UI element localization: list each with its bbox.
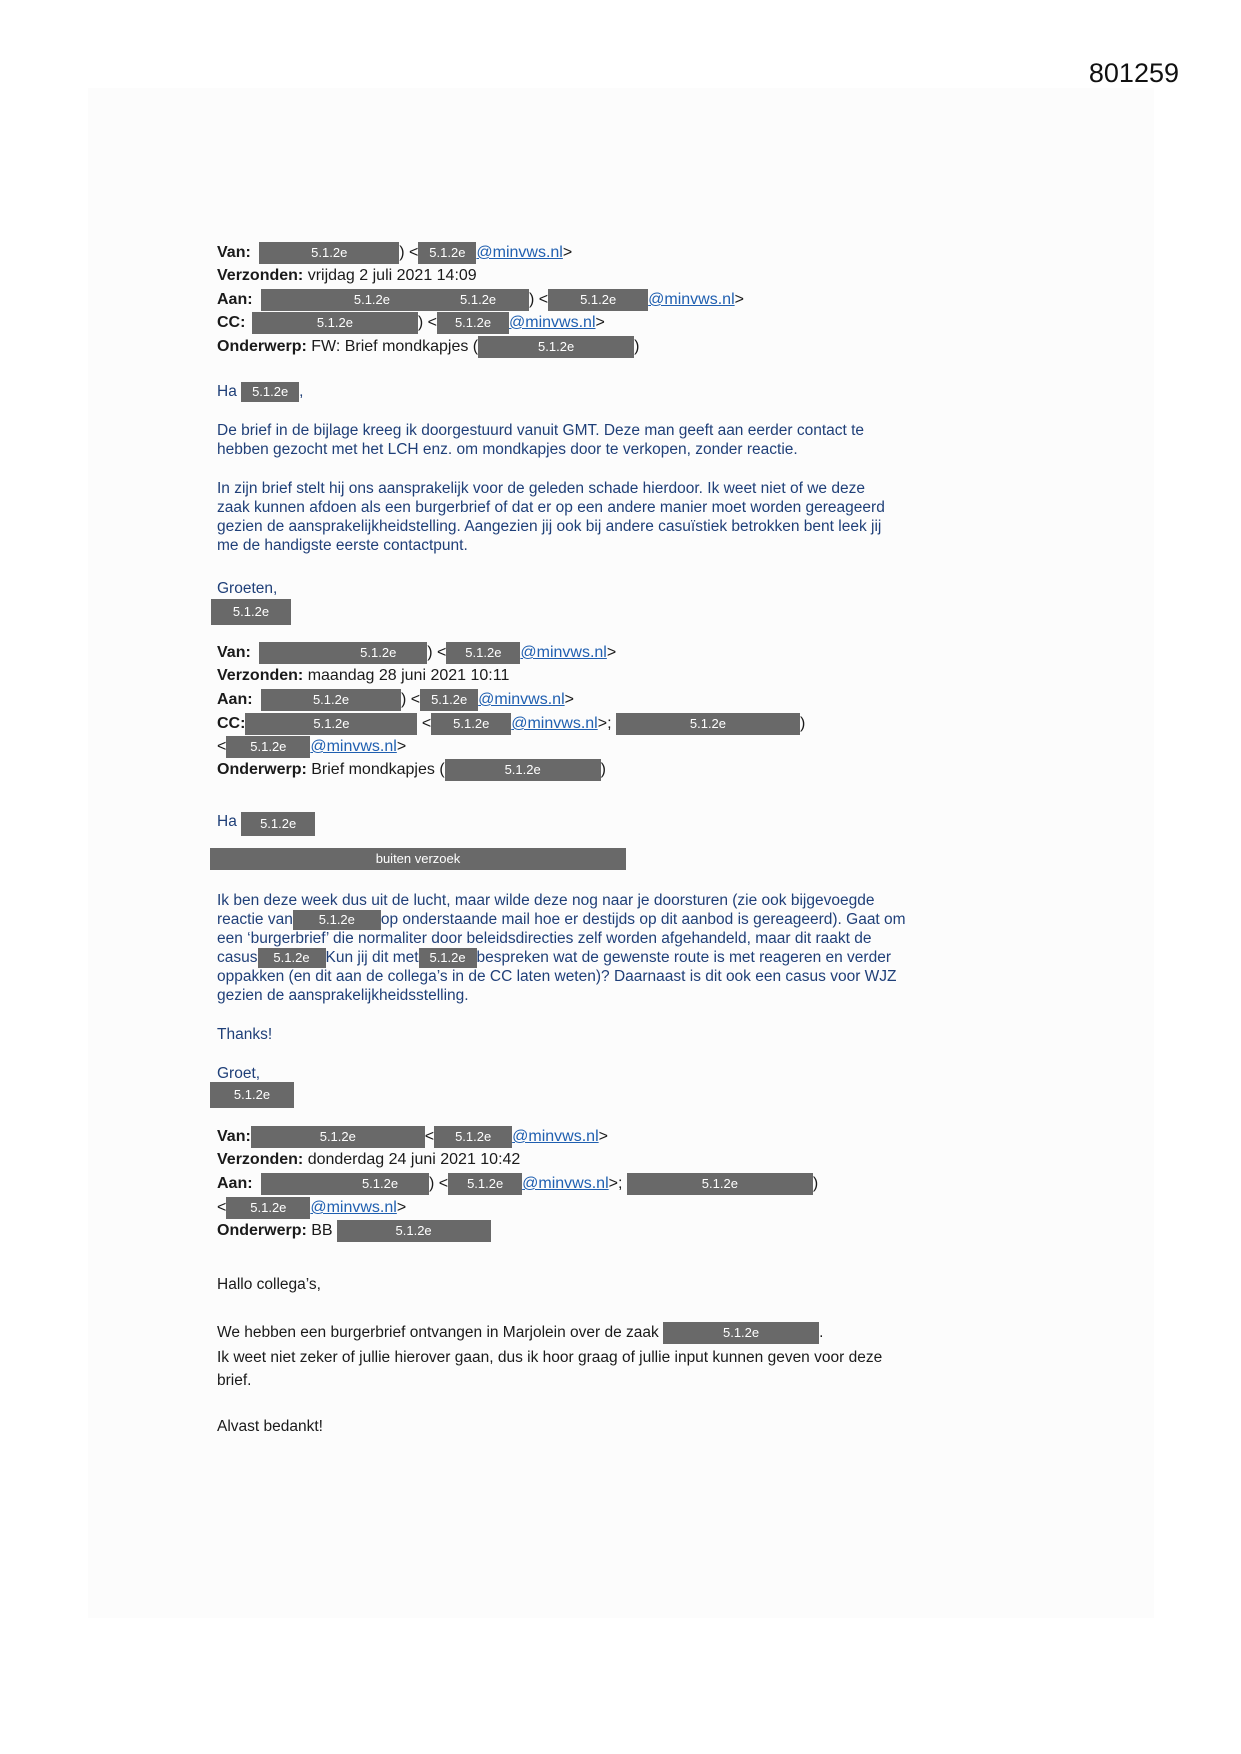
- redaction-box: 5.1.2e: [241, 812, 315, 836]
- email2-body-line: gezien de aansprakelijkheidsstelling.: [217, 987, 469, 1004]
- email2-to-line: Aan: 5.1.2e ) < 5.1.2e @minvws.nl>: [217, 689, 574, 711]
- redaction-box: 5.1.2e: [548, 289, 648, 311]
- redaction-box: 5.1.2e: [448, 1173, 522, 1195]
- email1-body-line: In zijn brief stelt hij ons aansprakelijk voor de geleden schade hierdoor. Ik weet niet of we deze: [217, 480, 865, 497]
- redaction-box: 5.1.2e: [434, 1126, 512, 1148]
- redaction-box: 5.1.2e: [418, 242, 476, 264]
- email2-closing: Groet,: [217, 1065, 261, 1082]
- email-link[interactable]: @minvws.nl: [476, 244, 563, 261]
- email1-closing: Groeten,: [217, 580, 278, 597]
- redaction-box: 5.1.2e: [420, 689, 478, 711]
- email-link[interactable]: @minvws.nl: [522, 1175, 609, 1192]
- to-label: Aan:: [217, 691, 253, 708]
- redaction-box: 5.1.2e: [446, 642, 520, 664]
- subject-text: BB: [311, 1222, 333, 1239]
- redaction-box: 5.1.2e: [251, 1126, 425, 1148]
- redaction-box: 5.1.2e: [616, 713, 800, 735]
- email1-greeting: Ha 5.1.2e ,: [217, 383, 304, 400]
- cc-label: CC:: [217, 314, 246, 331]
- redaction-box: 5.1.2e: [261, 689, 401, 711]
- sent-date: vrijdag 2 juli 2021 14:09: [307, 267, 477, 284]
- to-label: Aan:: [217, 291, 253, 308]
- email1-from-line: Van: 5.1.2e ) < 5.1.2e @minvws.nl>: [217, 242, 572, 264]
- email2-body-line: casus 5.1.2e Kun jij dit met 5.1.2e bespreken wat de gewenste route is met reageren en verder: [217, 949, 891, 966]
- email2-body-line: reactie van 5.1.2e op onderstaande mail hoe er destijds op dit aanbod is gereageerd). Gaat om: [217, 911, 906, 928]
- email-link[interactable]: @minvws.nl: [511, 715, 598, 732]
- redaction-box: 5.1.2e: [258, 948, 326, 968]
- document-number: 801259: [1088, 58, 1179, 88]
- email3-to-line: Aan: 5.1.2e ) < 5.1.2e @minvws.nl>; 5.1.2e ): [217, 1173, 818, 1195]
- email2-body-line: een ‘burgerbrief’ die normaliter door beleidsdirecties zelf worden afgehandeld, maar dit raakt de: [217, 930, 872, 947]
- email2-body-line: Ik ben deze week dus uit de lucht, maar wilde deze nog naar je doorsturen (zie ook bijgevoegde: [217, 892, 875, 909]
- cc-label: CC:: [217, 715, 246, 732]
- redaction-box: 5.1.2e: [293, 910, 381, 930]
- sent-date: maandag 28 juni 2021 10:11: [307, 667, 510, 684]
- to-label: Aan:: [217, 1175, 253, 1192]
- email-link[interactable]: @minvws.nl: [648, 291, 735, 308]
- redaction-box: 5.1.2e: [437, 312, 509, 334]
- redaction-box: 5.1.2e: [431, 713, 511, 735]
- signature-redaction: 5.1.2e: [211, 599, 291, 625]
- email-link[interactable]: @minvws.nl: [509, 314, 596, 331]
- sent-label: Verzonden:: [217, 1151, 304, 1168]
- email-link[interactable]: @minvws.nl: [478, 691, 565, 708]
- redaction-box: 5.1.2e: [261, 1173, 429, 1195]
- email1-sent-line: [217, 265, 477, 287]
- redaction-box: 5.1.2e: [259, 642, 427, 664]
- outside-request-redaction: buiten verzoek: [210, 848, 626, 870]
- redaction-box: 5.1.2e: [337, 1220, 491, 1242]
- email2-cc-line: CC: 5.1.2e < 5.1.2e @minvws.nl>; 5.1.2e ): [217, 713, 805, 735]
- email1-body-line: me de handigste eerste contactpunt.: [217, 537, 468, 554]
- email-link[interactable]: @minvws.nl: [310, 738, 397, 755]
- redaction-box: 5.1.2e: [478, 336, 634, 358]
- redaction-box: 5.1.2e 5.1.2e: [261, 289, 529, 311]
- redaction-box: 5.1.2e: [252, 312, 418, 334]
- subject-label: Onderwerp:: [217, 1222, 307, 1239]
- email1-body-line: hebben gezocht met het LCH enz. om mondkapjes door te verkopen, zonder reactie.: [217, 441, 798, 458]
- redaction-box: 5.1.2e: [245, 713, 417, 735]
- email-link[interactable]: @minvws.nl: [310, 1199, 397, 1216]
- email3-sent-line: [217, 1149, 520, 1171]
- email2-subject-line: Onderwerp: Brief mondkapjes ( 5.1.2e ): [217, 759, 606, 781]
- email2-cc-line-continued: < 5.1.2e @minvws.nl>: [217, 736, 406, 758]
- email3-from-line: Van: 5.1.2e < 5.1.2e @minvws.nl>: [217, 1126, 608, 1148]
- subject-label: Onderwerp:: [217, 338, 307, 355]
- email2-greeting: Ha 5.1.2e: [217, 812, 315, 832]
- sent-label: Verzonden:: [217, 267, 304, 284]
- redaction-box: 5.1.2e: [627, 1173, 813, 1195]
- subject-text: Brief mondkapjes (: [311, 761, 445, 778]
- redaction-box: 5.1.2e: [259, 242, 399, 264]
- email-link[interactable]: @minvws.nl: [520, 644, 607, 661]
- email1-body-line: gezien de aansprakelijkheidstelling. Aangezien jij ook bij andere casuïstiek betrokken bent leek jij: [217, 518, 882, 535]
- from-label: Van:: [217, 1128, 251, 1145]
- email3-body-line: Ik weet niet zeker of jullie hierover gaan, dus ik hoor graag of jullie input kunnen geven voor deze: [217, 1349, 883, 1366]
- from-label: Van:: [217, 644, 251, 661]
- subject-label: Onderwerp:: [217, 761, 307, 778]
- redaction-box: 5.1.2e: [226, 1197, 310, 1219]
- email3-body-line: We hebben een burgerbrief ontvangen in Marjolein over de zaak 5.1.2e .: [217, 1322, 823, 1344]
- email3-to-line-continued: < 5.1.2e @minvws.nl>: [217, 1197, 406, 1219]
- email1-to-line: Aan: 5.1.2e 5.1.2e ) < 5.1.2e @minvws.nl>: [217, 289, 744, 311]
- signature-redaction: 5.1.2e: [210, 1082, 294, 1108]
- email1-body-line: zaak kunnen afdoen als een burgerbrief of dat er op een andere manier moet worden gereageerd: [217, 499, 885, 516]
- email2-thanks: Thanks!: [217, 1026, 273, 1043]
- redaction-box: 5.1.2e: [241, 382, 299, 402]
- redaction-box: 5.1.2e: [226, 736, 310, 758]
- email2-body-line: oppakken (en dit aan de collega’s in de CC laten weten)? Daarnaast is dit ook een casus voor WJZ: [217, 968, 897, 985]
- sent-date: donderdag 24 juni 2021 10:42: [307, 1151, 521, 1168]
- email1-body-line: De brief in de bijlage kreeg ik doorgestuurd vanuit GMT. Deze man geeft aan eerder contact te: [217, 422, 865, 439]
- email2-from-line: Van: 5.1.2e ) < 5.1.2e @minvws.nl>: [217, 642, 616, 664]
- redaction-box: 5.1.2e: [663, 1322, 819, 1344]
- sent-label: Verzonden:: [217, 667, 304, 684]
- redaction-box: 5.1.2e: [445, 759, 601, 781]
- email3-closing: Alvast bedankt!: [217, 1418, 323, 1435]
- email3-body-line: brief.: [217, 1372, 252, 1389]
- email1-subject-line: Onderwerp: FW: Brief mondkapjes ( 5.1.2e ): [217, 336, 639, 358]
- email1-cc-line: CC: 5.1.2e ) < 5.1.2e @minvws.nl>: [217, 312, 605, 334]
- email3-greeting: Hallo collega’s,: [217, 1276, 321, 1293]
- email3-subject-line: [217, 1220, 491, 1242]
- redaction-box: 5.1.2e: [419, 948, 477, 968]
- email2-sent-line: [217, 665, 509, 687]
- email-link[interactable]: @minvws.nl: [512, 1128, 599, 1145]
- subject-text: FW: Brief mondkapjes (: [311, 338, 479, 355]
- from-label: Van:: [217, 244, 251, 261]
